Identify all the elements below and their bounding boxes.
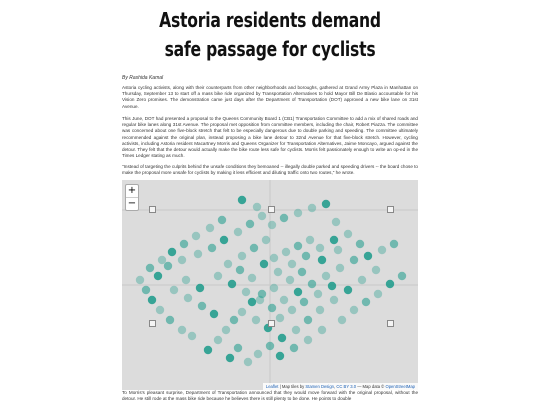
map-marker[interactable] xyxy=(234,228,242,236)
paragraph-4: To Morris's pleasant surprise, Department of Transportation announced that they would move forward with the original proposal, without the detour. He still rode at the mass bike ride because he believes there is still plenty to be done. He points to double xyxy=(122,390,418,402)
map-marker[interactable] xyxy=(248,274,256,282)
map-marker[interactable] xyxy=(304,336,312,344)
byline: By Rashida Kamal xyxy=(122,75,164,81)
map-marker[interactable] xyxy=(350,256,358,264)
map-marker[interactable] xyxy=(328,282,336,290)
map-marker[interactable] xyxy=(178,256,186,264)
map-marker[interactable] xyxy=(274,268,282,276)
map-marker[interactable] xyxy=(344,286,352,294)
map-marker[interactable] xyxy=(278,334,286,342)
map-marker[interactable] xyxy=(228,280,236,288)
map-marker[interactable] xyxy=(230,316,238,324)
stamen-link[interactable]: Stamen Design xyxy=(305,384,334,389)
map-marker[interactable] xyxy=(192,232,200,240)
map-marker[interactable] xyxy=(146,264,154,272)
map-marker[interactable] xyxy=(288,260,296,268)
headline-line-1: Astoria residents demand xyxy=(159,8,381,32)
map-marker[interactable] xyxy=(306,236,314,244)
map-marker[interactable] xyxy=(276,314,284,322)
map-marker[interactable] xyxy=(170,286,178,294)
map-marker[interactable] xyxy=(254,350,262,358)
map-marker[interactable] xyxy=(294,288,302,296)
map-marker[interactable] xyxy=(158,256,166,264)
attribution-text: | Map tiles by xyxy=(278,384,306,389)
map-marker[interactable] xyxy=(282,248,290,256)
map-marker[interactable] xyxy=(330,236,338,244)
map-marker[interactable] xyxy=(356,240,364,248)
map-marker[interactable] xyxy=(238,196,246,204)
map-marker[interactable] xyxy=(378,246,386,254)
map-marker[interactable] xyxy=(398,272,406,280)
map-marker[interactable] xyxy=(372,266,380,274)
map-marker[interactable] xyxy=(322,200,330,208)
map-marker[interactable] xyxy=(276,352,284,360)
map-marker[interactable] xyxy=(268,304,276,312)
map-marker[interactable] xyxy=(260,260,268,268)
map-marker[interactable] xyxy=(344,230,352,238)
map-marker[interactable] xyxy=(290,344,298,352)
map-marker[interactable] xyxy=(358,276,366,284)
map-marker[interactable] xyxy=(248,298,256,306)
map-marker[interactable] xyxy=(318,256,326,264)
map-marker[interactable] xyxy=(262,236,270,244)
broken-tile-icon xyxy=(387,206,394,213)
map-marker[interactable] xyxy=(188,332,196,340)
map-marker[interactable] xyxy=(142,286,150,294)
map-marker[interactable] xyxy=(198,302,206,310)
map-marker[interactable] xyxy=(238,252,246,260)
map-marker[interactable] xyxy=(300,298,308,306)
map-marker[interactable] xyxy=(210,310,218,318)
paragraph-2: This June, DOT had presented a proposal to the Queens Community Board 1 (CB1) Transportation Committee to add a mix of shared roads and regular bike lanes along 31st Avenue. The proposal met opposition from committee members, including the chair, Robert Piazza. The committee was concerned about one five-block stretch that felt to be especially dangerous due to double parking and speeding. The committee ultimately recommended against the original plan, instead proposing a bike lane detour to 32nd Avenue for that five-block stretch. However, cycling activists, including Astoria resident Macartney Morris and Queens Organizer for Transportation Alternatives, Jaime Moncayo, argued against the detour. They felt that the detour would actually make the bike route less safe for cyclists. Morris felt passionately enough to write an op-ed in the Times Ledger stating as much. xyxy=(122,116,418,159)
license-link[interactable]: CC BY 3.0 xyxy=(336,384,357,389)
broken-tile-icon xyxy=(268,206,275,213)
paragraph-3: "Instead of targeting the culprits behind the unsafe conditions they bemoaned -- illegally double parked and speeding drivers -- the board chose to make the proposal more unsafe for cyclists by making it less efficient and diluting traffic onto two routes," he wrote. xyxy=(122,164,418,176)
map-marker[interactable] xyxy=(294,209,302,217)
broken-tile-icon xyxy=(387,320,394,327)
headline-line-2: safe passage for cyclists xyxy=(164,37,376,61)
map-marker[interactable] xyxy=(350,306,358,314)
broken-tile-icon xyxy=(149,206,156,213)
map-marker[interactable] xyxy=(234,344,242,352)
map-marker[interactable] xyxy=(224,260,232,268)
map-marker[interactable] xyxy=(268,221,276,229)
zoom-control xyxy=(125,184,139,211)
map-marker[interactable] xyxy=(136,276,144,284)
map-marker[interactable] xyxy=(196,284,204,292)
map-marker[interactable] xyxy=(270,284,278,292)
map-marker[interactable] xyxy=(336,264,344,272)
map-marker[interactable] xyxy=(166,316,174,324)
map-marker[interactable] xyxy=(318,326,326,334)
map-marker[interactable] xyxy=(302,252,310,260)
map-marker[interactable] xyxy=(218,216,226,224)
broken-tile-icon xyxy=(268,320,275,327)
map-marker[interactable] xyxy=(308,280,316,288)
map-marker[interactable] xyxy=(266,342,274,350)
map-marker[interactable] xyxy=(220,236,228,244)
attribution-text: — Map data © xyxy=(356,384,386,389)
map-marker[interactable] xyxy=(180,240,188,248)
map-marker[interactable] xyxy=(182,276,190,284)
map-marker[interactable] xyxy=(304,316,312,324)
map-marker[interactable] xyxy=(246,220,254,228)
map-marker[interactable] xyxy=(386,280,394,288)
map-marker[interactable] xyxy=(298,268,306,276)
map-marker[interactable] xyxy=(294,242,302,250)
map-marker[interactable] xyxy=(204,346,212,354)
map-marker[interactable] xyxy=(322,272,330,280)
map-marker[interactable] xyxy=(226,354,234,362)
map-marker[interactable] xyxy=(374,290,382,298)
map-marker[interactable] xyxy=(390,240,398,248)
map-marker[interactable] xyxy=(332,218,340,226)
map-marker[interactable] xyxy=(250,244,258,252)
map-marker[interactable] xyxy=(292,326,300,334)
map-marker[interactable] xyxy=(154,272,162,280)
map-marker[interactable] xyxy=(338,316,346,324)
map-attribution xyxy=(263,383,418,390)
map-marker[interactable] xyxy=(194,250,202,258)
map-marker[interactable] xyxy=(148,296,156,304)
map-marker[interactable] xyxy=(270,254,278,262)
map-marker[interactable] xyxy=(286,276,294,284)
map-marker[interactable] xyxy=(184,294,192,302)
map-marker[interactable] xyxy=(258,212,266,220)
paragraph-1: Astoria cycling activists, along with their counterparts from other neighborhoods and boroughs, gathered at Grand Army Plaza in Manhattan on Thursday, September 13 to start off a mass bike ride organized by Transportation Alternatives to hold Mayor Bill De Blasio accountable for his Vision Zero promises. The demonstration came just days after the Department of Transportation (DOT) approved a new bike lane on 31st Avenue. xyxy=(122,85,418,109)
broken-tile-icon xyxy=(149,320,156,327)
map-marker[interactable] xyxy=(256,296,264,304)
map-marker[interactable] xyxy=(314,290,322,298)
map-marker[interactable] xyxy=(222,326,230,334)
map-marker[interactable] xyxy=(206,224,214,232)
map-marker[interactable] xyxy=(280,296,288,304)
map-marker[interactable] xyxy=(214,336,222,344)
map-marker[interactable] xyxy=(242,288,250,296)
map-marker[interactable] xyxy=(178,326,186,334)
map-marker[interactable] xyxy=(362,298,370,306)
map-marker[interactable] xyxy=(253,203,261,211)
map-marker[interactable] xyxy=(330,296,338,304)
map-marker[interactable] xyxy=(280,214,288,222)
map-marker[interactable] xyxy=(156,306,164,314)
attribution-text: , xyxy=(334,384,337,389)
marker-layer xyxy=(136,196,406,366)
map-marker[interactable] xyxy=(214,272,222,280)
map-marker[interactable] xyxy=(334,246,342,254)
map-marker[interactable] xyxy=(288,306,296,314)
map-marker[interactable] xyxy=(308,204,316,212)
map-marker[interactable] xyxy=(208,244,216,252)
leaflet-link[interactable]: Leaflet xyxy=(265,384,279,389)
map-marker[interactable] xyxy=(244,358,252,366)
zoom-out-button[interactable]: − xyxy=(127,198,137,209)
map-marker[interactable] xyxy=(316,306,324,314)
map-marker[interactable] xyxy=(252,316,260,324)
map-marker[interactable] xyxy=(164,262,172,270)
map-marker[interactable] xyxy=(168,248,176,256)
map-marker[interactable] xyxy=(236,266,244,274)
zoom-in-button[interactable]: + xyxy=(127,185,137,196)
map-marker[interactable] xyxy=(364,252,372,260)
map-marker[interactable] xyxy=(238,308,246,316)
map-marker[interactable] xyxy=(316,244,324,252)
osm-link[interactable]: OpenStreetMap xyxy=(385,384,415,389)
map-widget[interactable] xyxy=(122,180,418,390)
